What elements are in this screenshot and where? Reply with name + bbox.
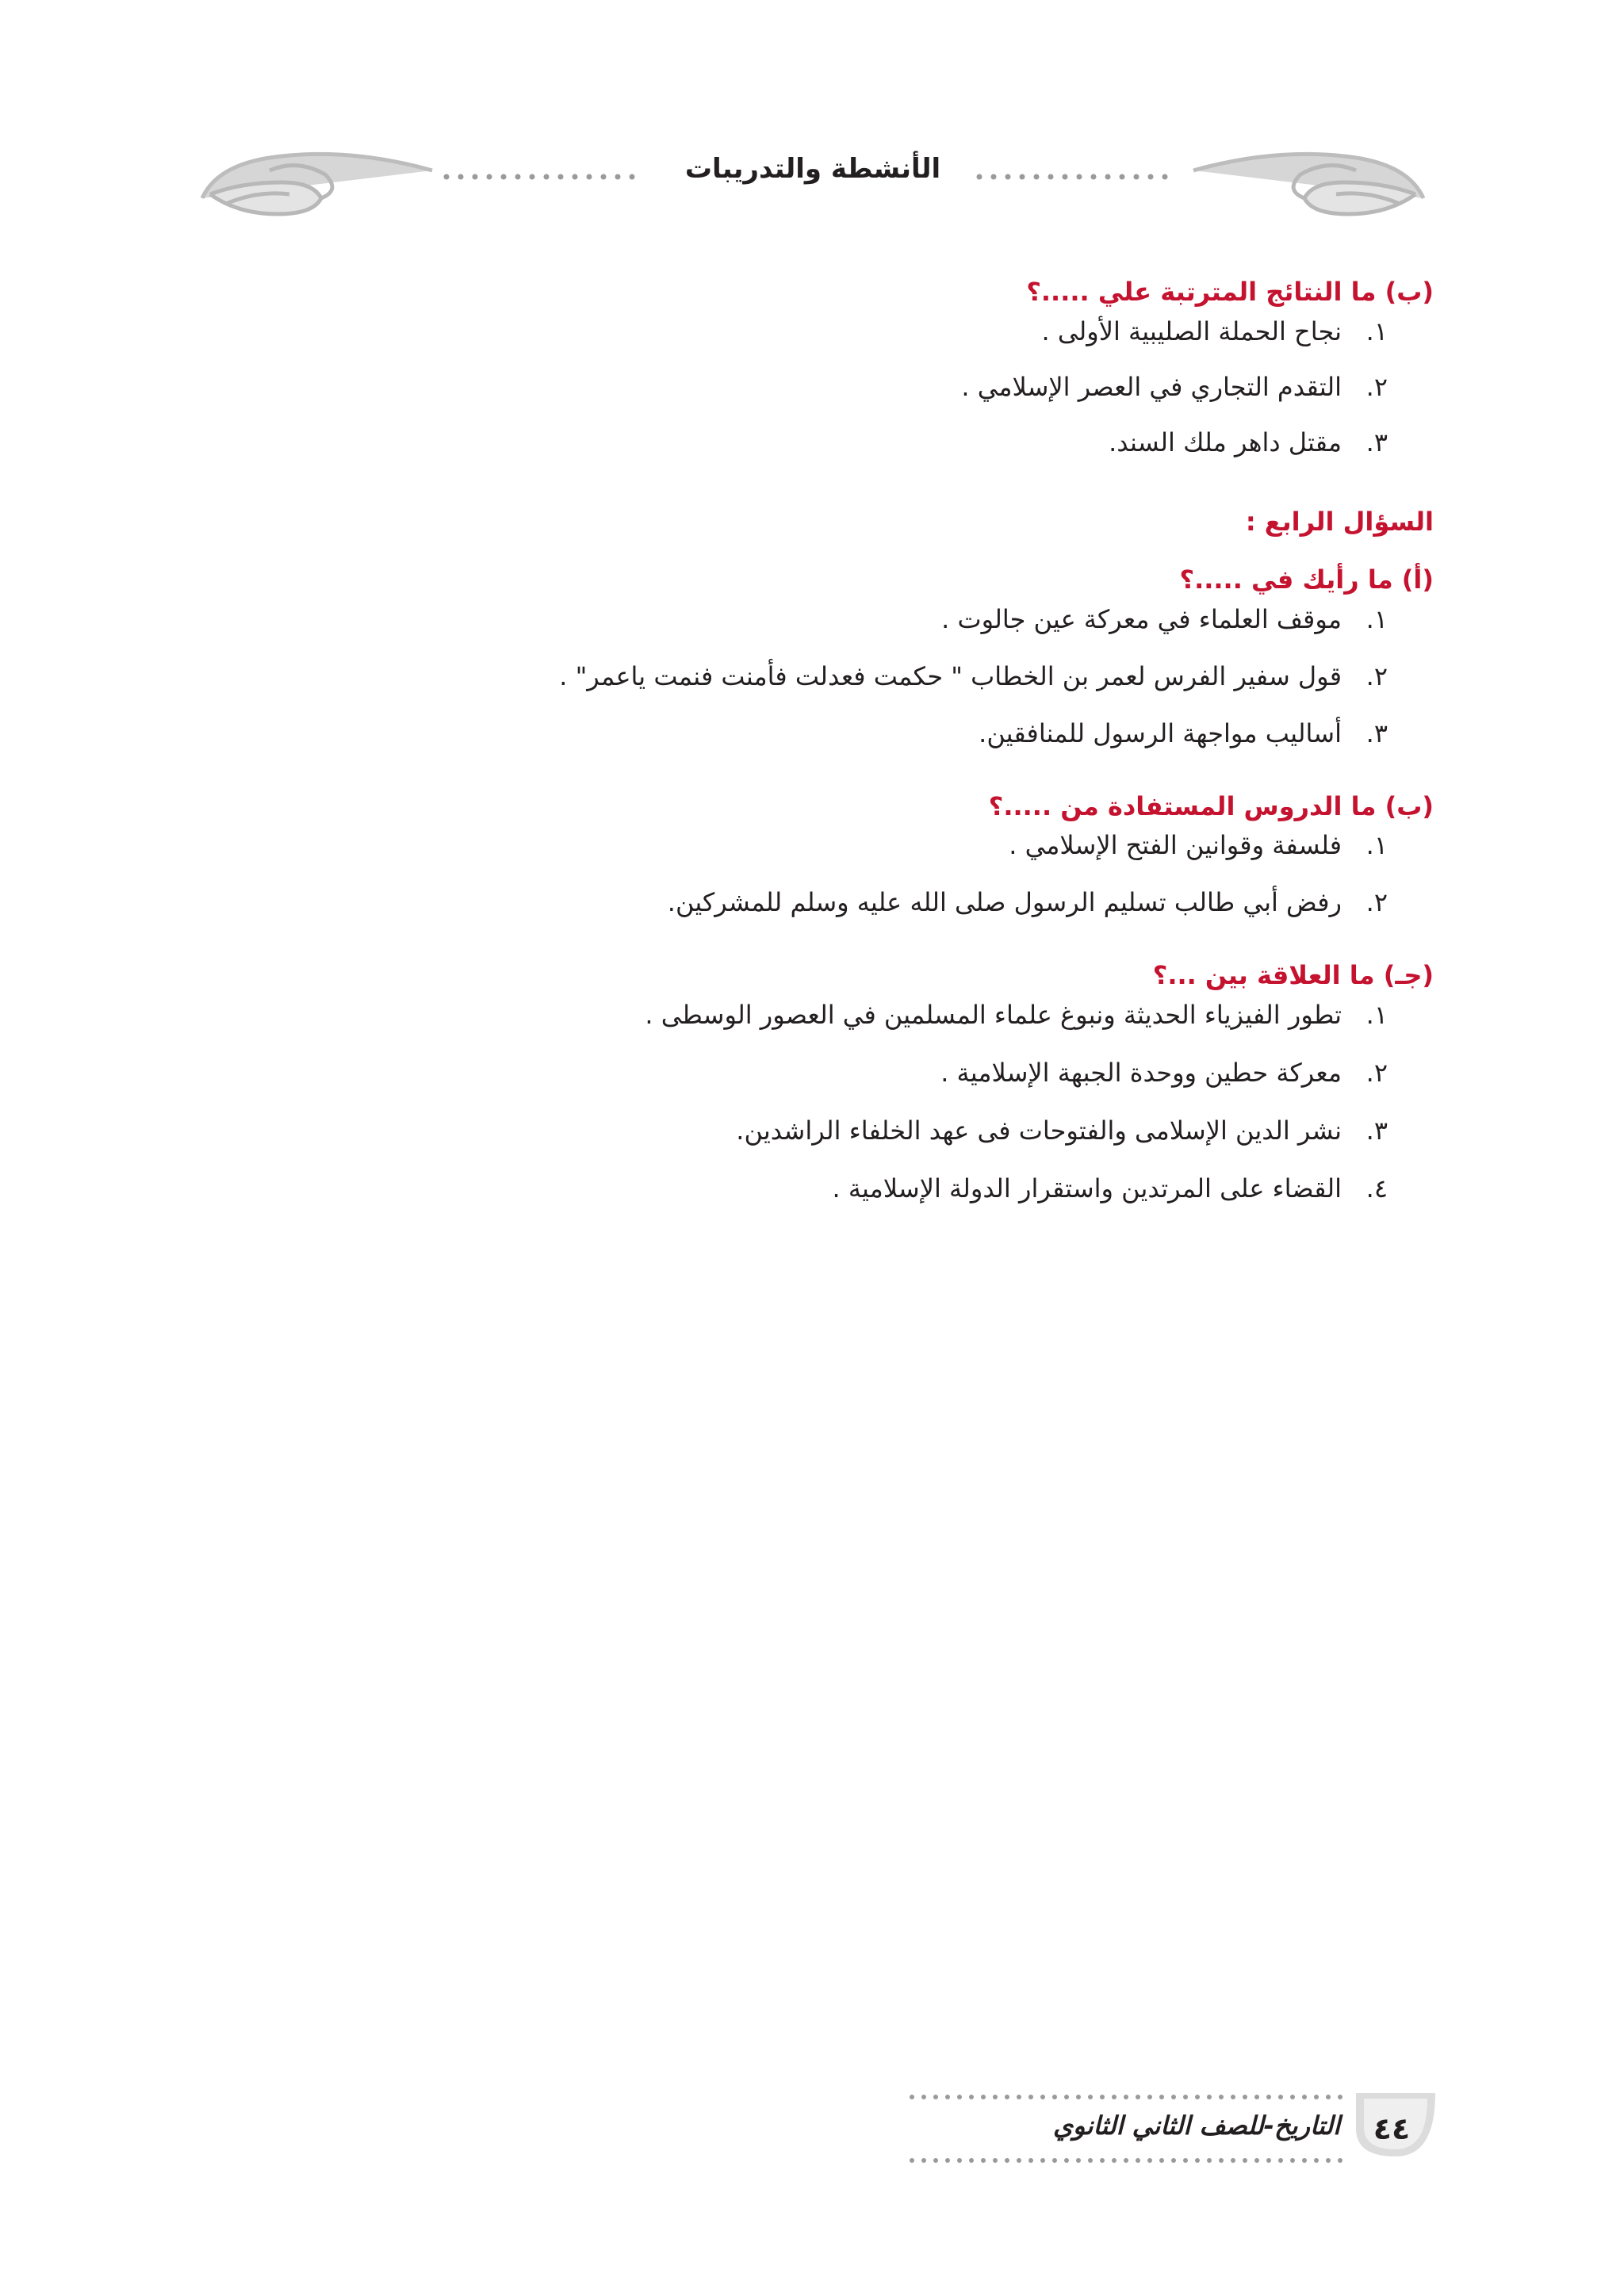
section-heading: (ب) ما النتائج المترتبة علي .....؟ <box>1026 277 1434 307</box>
exercise-content <box>165 262 1434 1230</box>
list-item <box>165 427 1434 482</box>
list-item <box>165 886 1434 943</box>
item-number: ٢. <box>1365 371 1388 402</box>
item-text: قول سفير الفرس لعمر بن الخطاب " حكمت فعدلت فأمنت فنمت ياعمر" . <box>559 660 1342 691</box>
item-number: ١. <box>1365 316 1388 346</box>
section-question-four <box>165 506 1434 539</box>
item-list <box>165 829 1434 943</box>
item-number: ١. <box>1365 999 1388 1030</box>
item-text: مقتل داهر ملك السند. <box>1109 427 1342 457</box>
item-number: ١. <box>1365 830 1388 861</box>
item-list <box>165 316 1434 482</box>
footer-title: التاريخ-للصف الثاني الثانوي <box>1053 2110 1340 2141</box>
item-number: ١. <box>1365 603 1388 634</box>
item-text: القضاء على المرتدين واستقرار الدولة الإسلامية . <box>832 1173 1342 1203</box>
item-number: ٣. <box>1365 427 1388 457</box>
item-text: التقدم التجاري في العصر الإسلامي . <box>961 371 1342 402</box>
list-item <box>165 660 1434 718</box>
item-number: ٢. <box>1365 887 1388 918</box>
page-footer <box>888 2081 1443 2168</box>
section-lessons <box>165 790 1434 944</box>
list-item <box>165 603 1434 660</box>
header-title: الأنشطة والتدريبات <box>684 153 941 185</box>
section-opinion <box>165 564 1434 775</box>
item-number: ٢. <box>1365 1057 1388 1088</box>
item-number: ٤. <box>1365 1173 1388 1203</box>
section-heading: (جـ) ما العلاقة بين ...؟ <box>1152 960 1434 991</box>
footer-top-dotted-line <box>910 2095 1342 2099</box>
item-text: نجاح الحملة الصليبية الأولى . <box>1041 316 1342 346</box>
item-text: نشر الدين الإسلامى والفتوحات فى عهد الخلفاء الراشدين. <box>736 1115 1342 1146</box>
list-item <box>165 1115 1434 1173</box>
item-text: تطور الفيزياء الحديثة ونبوغ علماء المسلمين في العصور الوسطى . <box>645 999 1342 1030</box>
section-heading: (ب) ما الدروس المستفادة من .....؟ <box>988 790 1434 821</box>
section-heading: (أ) ما رأيك في .....؟ <box>1179 564 1434 595</box>
item-text: فلسفة وقوانين الفتح الإسلامي . <box>1009 830 1342 861</box>
item-text: رفض أبي طالب تسليم الرسول صلى الله عليه وسلم للمشركين. <box>667 887 1342 918</box>
item-number: ٣. <box>1365 1115 1388 1146</box>
list-item <box>165 829 1434 886</box>
list-item <box>165 718 1434 775</box>
list-item <box>165 999 1434 1057</box>
list-item <box>165 371 1434 427</box>
footer-bottom-dotted-line <box>910 2158 1342 2163</box>
item-text: موقف العلماء في معركة عين جالوت . <box>941 603 1342 634</box>
section-heading: السؤال الرابع : <box>1245 506 1434 537</box>
item-list <box>165 603 1434 775</box>
list-item <box>165 1173 1434 1230</box>
item-number: ٢. <box>1365 660 1388 691</box>
section-results <box>165 276 1434 482</box>
item-text: معركة حطين ووحدة الجبهة الإسلامية . <box>940 1057 1342 1088</box>
item-text: أساليب مواجهة الرسول للمنافقين. <box>979 718 1342 748</box>
item-number: ٣. <box>1365 718 1388 748</box>
section-relationship <box>165 959 1434 1230</box>
list-item <box>165 1057 1434 1115</box>
page-number: ٤٤ <box>1373 2111 1411 2146</box>
page-header <box>194 139 1431 226</box>
list-item <box>165 316 1434 371</box>
item-list <box>165 999 1434 1230</box>
